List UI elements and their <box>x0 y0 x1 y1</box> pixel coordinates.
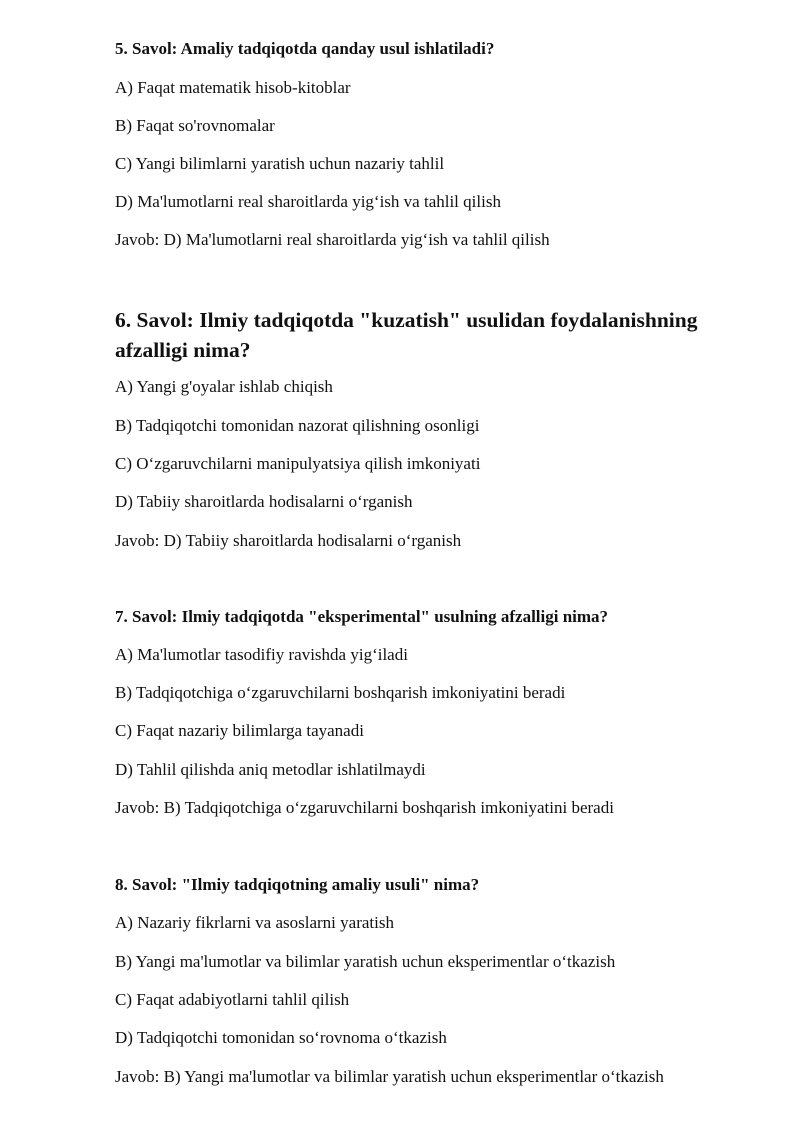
question-8-option-d: D) Tadqiqotchi tomonidan so‘rovnoma o‘tkazish <box>115 1028 447 1047</box>
question-7-answer: Javob: B) Tadqiqotchiga o‘zgaruvchilarni boshqarish imkoniyatini beradi <box>115 798 614 817</box>
question-6-option-d: D) Tabiiy sharoitlarda hodisalarni o‘rganish <box>115 492 413 511</box>
question-8-option-c: C) Faqat adabiyotlarni tahlil qilish <box>115 990 350 1009</box>
question-5-option-b: B) Faqat so'rovnomalar <box>115 116 275 135</box>
question-6-option-b: B) Tadqiqotchi tomonidan nazorat qilishning osonligi <box>115 416 480 435</box>
question-6-title-line-2: afzalligi nima? <box>115 338 251 362</box>
question-5-option-d: D) Ma'lumotlarni real sharoitlarda yig‘ish va tahlil qilish <box>115 192 501 211</box>
question-5-option-a: A) Faqat matematik hisob-kitoblar <box>115 78 351 97</box>
question-5-option-c: C) Yangi bilimlarni yaratish uchun nazariy tahlil <box>115 154 445 173</box>
question-7-title: 7. Savol: Ilmiy tadqiqotda "eksperimental" usulning afzalligi nima? <box>115 607 609 626</box>
question-7-option-b: B) Tadqiqotchiga o‘zgaruvchilarni boshqarish imkoniyatini beradi <box>115 683 566 702</box>
question-7-option-a: A) Ma'lumotlar tasodifiy ravishda yig‘iladi <box>115 645 408 664</box>
question-6-option-c: C) O‘zgaruvchilarni manipulyatsiya qilish imkoniyati <box>115 454 481 473</box>
question-5-title: 5. Savol: Amaliy tadqiqotda qanday usul ishlatiladi? <box>115 39 495 58</box>
question-7-option-c: C) Faqat nazariy bilimlarga tayanadi <box>115 721 364 740</box>
question-8-option-a: A) Nazariy fikrlarni va asoslarni yaratish <box>115 913 394 932</box>
question-7-option-d: D) Tahlil qilishda aniq metodlar ishlatilmaydi <box>115 760 426 779</box>
question-8-answer: Javob: B) Yangi ma'lumotlar va bilimlar yaratish uchun eksperimentlar o‘tkazish <box>115 1067 664 1086</box>
question-6-title-line-1: 6. Savol: Ilmiy tadqiqotda "kuzatish" usulidan foydalanishning <box>115 308 698 332</box>
question-8-title: 8. Savol: "Ilmiy tadqiqotning amaliy usuli" nima? <box>115 875 480 894</box>
question-6-option-a: A) Yangi g'oyalar ishlab chiqish <box>115 377 333 396</box>
question-6-answer: Javob: D) Tabiiy sharoitlarda hodisalarni o‘rganish <box>115 531 462 550</box>
question-8-option-b: B) Yangi ma'lumotlar va bilimlar yaratish uchun eksperimentlar o‘tkazish <box>115 952 616 971</box>
question-5-answer: Javob: D) Ma'lumotlarni real sharoitlarda yig‘ish va tahlil qilish <box>115 230 550 249</box>
